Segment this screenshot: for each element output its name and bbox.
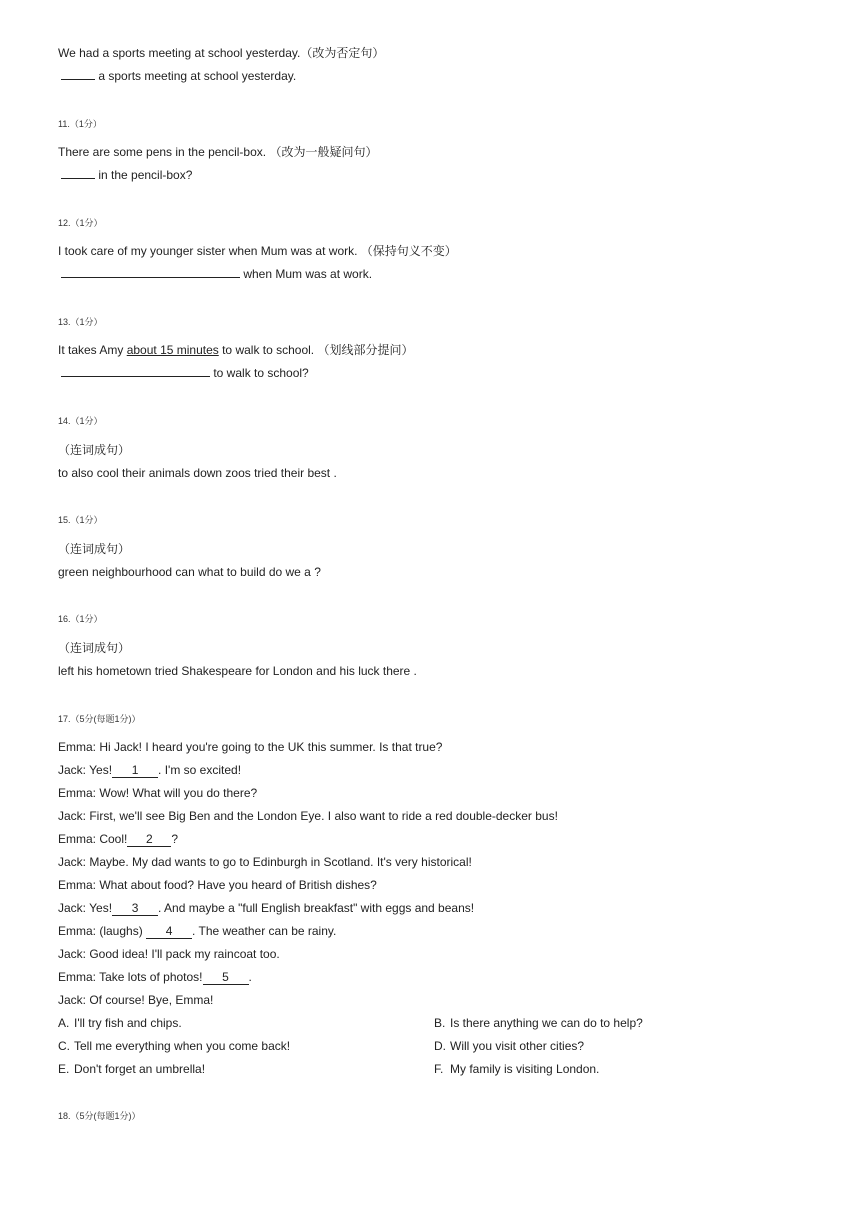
q16-instruction: （连词成句） [58,641,131,655]
q10-answer-rest: a sports meeting at school yesterday. [98,69,297,83]
q13-underlined-phrase: about 15 minutes [126,343,219,357]
dialogue-text: Jack: Of course! Bye, Emma! [58,993,214,1007]
dialogue-text: . [248,970,252,984]
option-letter: D. [434,1039,446,1053]
dialogue-line [58,900,474,916]
dialogue-line [58,946,280,962]
q17-number: 17.（5分(每题1分)） [58,714,141,724]
option-c[interactable] [58,1038,290,1054]
dialogue-text: ? [171,832,179,846]
dialogue-line [58,923,336,939]
numbered-blank[interactable]: 2 [127,832,171,847]
dialogue-line [58,854,472,870]
dialogue-line [58,808,558,824]
numbered-blank[interactable]: 4 [146,924,192,939]
dialogue-text: Jack: Yes! [58,763,113,777]
option-text: Is there anything we can do to help? [450,1016,643,1030]
dialogue-text: . The weather can be rainy. [192,924,337,938]
dialogue-text: Emma: What about food? Have you heard of British dishes? [58,878,377,892]
q16-words: left his hometown tried Shakespeare for London and his luck there . [58,664,417,678]
q10-answer-line [61,68,296,84]
dialogue-text: . And maybe a "full English breakfast" with eggs and beans! [158,901,475,915]
answer-blank[interactable] [61,365,210,377]
option-text: Don't forget an umbrella! [74,1062,206,1076]
q12-answer-line [61,266,372,282]
q11-prompt: There are some pens in the pencil-box. （改为一般疑问句） [58,145,378,159]
option-text: My family is visiting London. [450,1062,600,1076]
option-f[interactable] [434,1061,599,1077]
option-b[interactable] [434,1015,643,1031]
dialogue-text: Emma: Hi Jack! I heard you're going to the UK this summer. Is that true? [58,740,443,754]
q13-prompt-before: It takes Amy [58,343,127,357]
q13-answer-rest: to walk to school? [213,366,309,380]
q16-number: 16.（1分） [58,614,103,624]
option-a[interactable] [58,1015,182,1031]
option-text: Will you visit other cities? [450,1039,585,1053]
option-letter: B. [434,1016,446,1030]
dialogue-line [58,877,377,893]
dialogue-line [58,831,178,847]
dialogue-text: Emma: Cool! [58,832,128,846]
option-letter: E. [58,1062,70,1076]
dialogue-line [58,785,257,801]
option-letter: C. [58,1039,70,1053]
q11-answer-line [61,167,192,183]
numbered-blank[interactable]: 5 [203,970,249,985]
q10-prompt: We had a sports meeting at school yesterday.（改为否定句） [58,46,385,60]
q12-number: 12.（1分） [58,218,103,228]
dialogue-text: Jack: First, we'll see Big Ben and the London Eye. I also want to ride a red double-decker bus! [58,809,558,823]
dialogue-text: Jack: Good idea! I'll pack my raincoat too. [58,947,280,961]
q15-instruction: （连词成句） [58,542,131,556]
answer-blank[interactable] [61,167,95,179]
dialogue-text: Emma: (laughs) [58,924,147,938]
q14-number: 14.（1分） [58,416,103,426]
option-d[interactable] [434,1038,584,1054]
dialogue-line [58,762,241,778]
option-letter: A. [58,1016,70,1030]
q12-prompt: I took care of my younger sister when Mum was at work. （保持句义不变） [58,244,457,258]
q15-words: green neighbourhood can what to build do we a ? [58,565,321,579]
q14-instruction: （连词成句） [58,443,131,457]
dialogue-line [58,992,213,1008]
option-e[interactable] [58,1061,205,1077]
answer-blank[interactable] [61,266,240,278]
numbered-blank[interactable]: 3 [112,901,158,916]
q11-answer-rest: in the pencil-box? [98,168,193,182]
q15-number: 15.（1分） [58,515,103,525]
answer-blank[interactable] [61,68,95,80]
dialogue-text: Jack: Maybe. My dad wants to go to Edinburgh in Scotland. It's very historical! [58,855,472,869]
dialogue-line [58,739,442,755]
q12-answer-rest: when Mum was at work. [243,267,373,281]
option-text: Tell me everything when you come back! [74,1039,291,1053]
q13-prompt-after: to walk to school. （划线部分提问） [218,343,414,357]
q13-prompt [58,342,413,358]
dialogue-text: Jack: Yes! [58,901,113,915]
dialogue-line [58,969,252,985]
q18-number: 18.（5分(每题1分)） [58,1111,141,1121]
q11-number: 11.（1分） [58,119,102,129]
q13-answer-line [61,365,309,381]
dialogue-text: . I'm so excited! [158,763,242,777]
option-letter: F. [434,1062,444,1076]
dialogue-text: Emma: Take lots of photos! [58,970,203,984]
numbered-blank[interactable]: 1 [112,763,158,778]
q14-words: to also cool their animals down zoos tried their best . [58,466,337,480]
option-text: I'll try fish and chips. [74,1016,182,1030]
q13-number: 13.（1分） [58,317,103,327]
dialogue-text: Emma: Wow! What will you do there? [58,786,258,800]
